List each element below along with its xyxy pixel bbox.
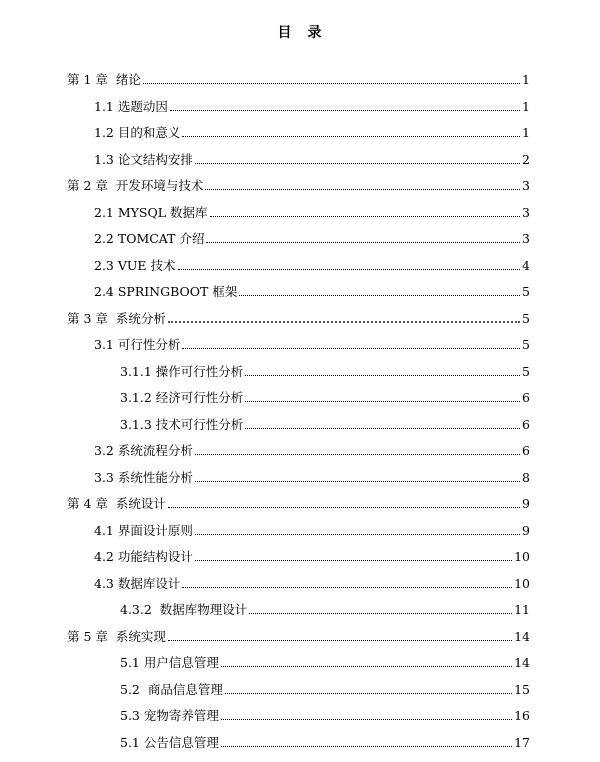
toc-page-number: 3 [522, 178, 530, 193]
toc-dot-leader [168, 640, 512, 641]
toc-entry[interactable] [120, 360, 530, 380]
toc-entry[interactable] [94, 254, 530, 274]
toc-entry-label: 3.1 可行性分析 [94, 337, 181, 352]
toc-dot-leader [249, 613, 512, 614]
toc-page-number: 4 [522, 257, 530, 273]
toc-dot-leader [182, 348, 520, 349]
toc-entry-label: 第 5 章 系统实现 [67, 628, 166, 644]
toc-dot-leader [195, 534, 520, 535]
toc-entry[interactable] [67, 625, 530, 645]
toc-entry[interactable] [94, 227, 530, 247]
toc-dot-leader [239, 295, 520, 296]
toc-page-number: 9 [522, 496, 530, 511]
toc-entry-label: 5.2 商品信息管理 [120, 681, 223, 697]
toc-entry[interactable] [94, 519, 530, 539]
toc-page-number: 1 [522, 72, 530, 87]
toc-title: 目 录 [277, 25, 323, 41]
toc-page-number: 6 [522, 416, 530, 432]
toc-page-number: 3 [522, 204, 530, 220]
toc-entry[interactable] [94, 280, 530, 300]
toc-entry-label: 3.1.1 操作可行性分析 [120, 363, 244, 379]
toc-entry-label: 第 2 章 开发环境与技术 [67, 178, 204, 193]
toc-entry[interactable] [94, 148, 530, 168]
toc-entry[interactable] [67, 307, 530, 327]
toc-dot-leader [195, 481, 520, 482]
toc-page-number: 5 [522, 363, 530, 379]
toc-entry-label: 4.2 功能结构设计 [94, 549, 193, 564]
toc-entry[interactable] [94, 201, 530, 221]
toc-entry[interactable] [120, 731, 530, 751]
toc-entry-label: 5.1 用户信息管理 [120, 655, 219, 670]
toc-entry-label: 1.1 选题动因 [94, 98, 168, 114]
toc-entry[interactable] [94, 572, 530, 592]
toc-dot-leader [245, 428, 520, 429]
toc-dot-leader [182, 587, 512, 588]
toc-dot-leader [195, 454, 520, 455]
toc-entry-label: 3.1.3 技术可行性分析 [120, 416, 244, 432]
toc-entry-label: 4.3.2 数据库物理设计 [120, 602, 248, 617]
toc-entry-label: 3.2 系统流程分析 [94, 443, 193, 458]
toc-page-number: 14 [514, 628, 530, 644]
toc-page-number: 2 [522, 151, 530, 167]
toc-entry[interactable] [94, 121, 530, 141]
toc-entry[interactable] [120, 386, 530, 406]
toc-entry-label: 第 3 章 系统分析 [67, 310, 166, 326]
toc-dot-leader [178, 269, 520, 270]
toc-page-number: 5 [522, 337, 530, 352]
toc-page-number: 5 [522, 284, 530, 299]
toc-entry[interactable] [120, 678, 530, 698]
toc-dot-leader [221, 666, 512, 667]
toc-entry[interactable] [120, 704, 530, 724]
toc-page-number: 6 [522, 443, 530, 458]
toc-entry-label: 2.4 SPRINGBOOT 框架 [94, 284, 238, 299]
toc-dot-leader [245, 401, 520, 402]
toc-page-number: 10 [514, 549, 530, 564]
toc-entry[interactable] [94, 333, 530, 353]
toc-page-number: 8 [522, 469, 530, 485]
toc-page-number: 16 [514, 708, 530, 723]
toc-dot-leader [225, 693, 512, 694]
toc-entry[interactable] [67, 492, 530, 512]
toc-dot-leader [182, 136, 520, 137]
toc-page-number: 9 [522, 522, 530, 538]
toc-entry-label: 3.1.2 经济可行性分析 [120, 390, 244, 405]
toc-page-number: 1 [522, 125, 530, 140]
toc-page-number: 6 [522, 390, 530, 405]
toc-dot-leader [168, 507, 520, 508]
toc-dot-leader [195, 163, 520, 164]
toc-entry-label: 5.1 公告信息管理 [120, 734, 219, 750]
toc-entry-label: 第 1 章 绪论 [67, 72, 141, 87]
toc-entry[interactable] [120, 651, 530, 671]
toc-entry-label: 3.3 系统性能分析 [94, 469, 193, 485]
toc-entry-label: 2.1 MYSQL 数据库 [94, 204, 208, 220]
toc-entry-label: 1.3 论文结构安排 [94, 151, 193, 167]
toc-entry-label: 2.3 VUE 技术 [94, 257, 176, 273]
toc-page-number: 3 [522, 231, 530, 246]
toc-entry-label: 4.1 界面设计原则 [94, 522, 193, 538]
toc-dot-leader [205, 189, 520, 190]
toc-dot-leader [143, 83, 520, 84]
toc-dot-leader [195, 560, 512, 561]
toc-page-number: 15 [514, 681, 530, 697]
toc-entry-label: 1.2 目的和意义 [94, 125, 181, 140]
toc-dot-leader [170, 110, 520, 111]
toc-entry[interactable] [67, 174, 530, 194]
toc-page-number: 17 [514, 734, 530, 750]
toc-entry[interactable] [120, 598, 530, 618]
toc-page-number: 5 [522, 310, 530, 326]
toc-entry[interactable] [94, 439, 530, 459]
toc-page-number: 10 [514, 575, 530, 591]
toc-entry-label: 第 4 章 系统设计 [67, 496, 166, 511]
toc-dot-leader [168, 321, 520, 323]
toc-dot-leader [221, 746, 512, 747]
toc-entry[interactable] [67, 68, 530, 88]
toc-entry-label: 4.3 数据库设计 [94, 575, 181, 591]
toc-page-number: 11 [514, 602, 530, 617]
toc-entry[interactable] [94, 545, 530, 565]
toc-page-number: 14 [514, 655, 530, 670]
toc-entry-label: 5.3 宠物寄养管理 [120, 708, 219, 723]
toc-dot-leader [221, 719, 512, 720]
toc-dot-leader [206, 242, 520, 243]
toc-dot-leader [210, 216, 521, 217]
toc-entry[interactable] [94, 466, 530, 486]
toc-entry[interactable] [120, 413, 530, 433]
toc-dot-leader [245, 375, 520, 376]
toc-page-number: 1 [522, 98, 530, 114]
toc-entry[interactable] [94, 95, 530, 115]
toc-entry-label: 2.2 TOMCAT 介绍 [94, 231, 205, 246]
